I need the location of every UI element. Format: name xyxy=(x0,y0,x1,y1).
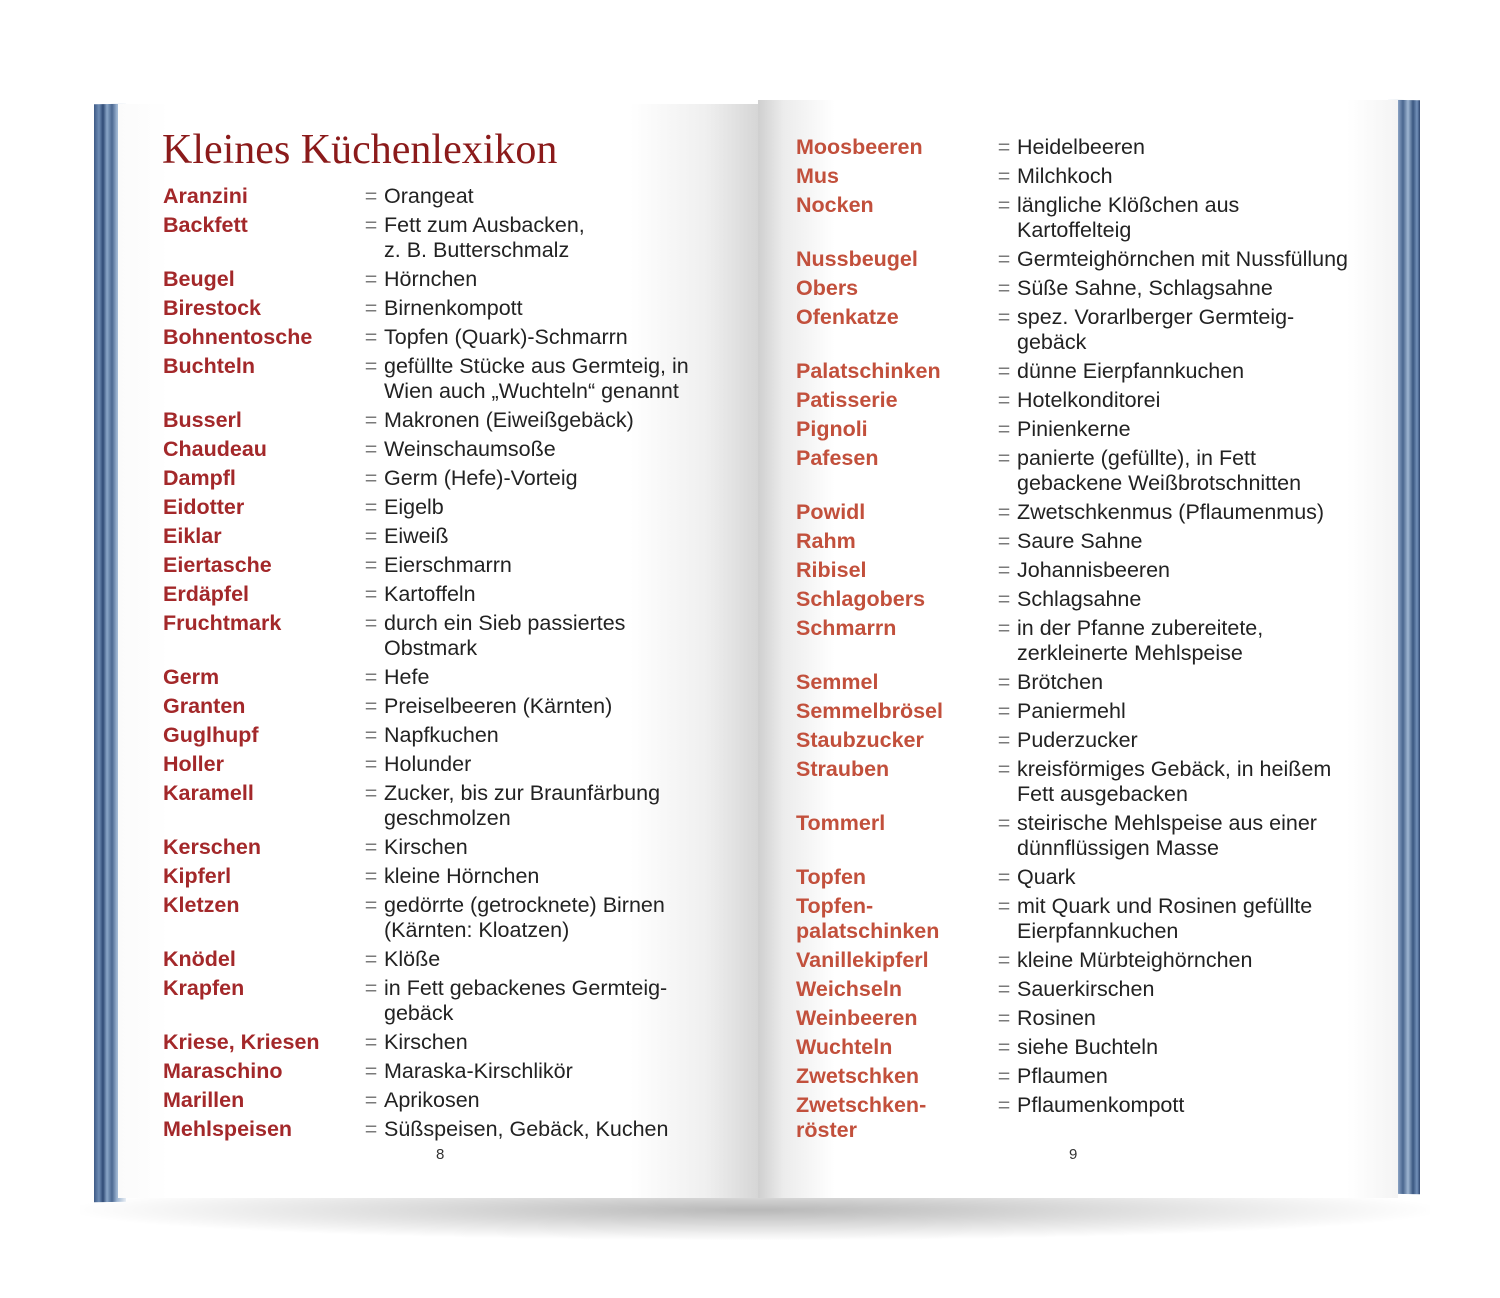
glossary-term: Dampfl xyxy=(163,466,236,490)
glossary-entry xyxy=(796,811,1376,861)
glossary-term: Powidl xyxy=(796,500,866,524)
glossary-entry xyxy=(796,305,1376,355)
glossary-entry xyxy=(796,135,1376,160)
glossary-entry xyxy=(796,587,1376,612)
glossary-entry xyxy=(163,553,723,578)
equals-sign: = xyxy=(364,1088,378,1112)
page-title: Kleines Küchenlexikon xyxy=(162,127,558,173)
glossary-term: Nussbeugel xyxy=(796,247,918,271)
equals-sign: = xyxy=(997,135,1011,159)
glossary-term: Karamell xyxy=(163,781,254,805)
glossary-entry xyxy=(163,752,723,777)
glossary-definition: Orangeat xyxy=(384,184,474,208)
equals-sign: = xyxy=(997,1006,1011,1030)
glossary-definition: Makronen (Eiweißgebäck) xyxy=(384,408,634,432)
glossary-entry xyxy=(796,757,1376,807)
glossary-entry xyxy=(163,296,723,321)
glossary-definition: Hotelkonditorei xyxy=(1017,388,1161,412)
glossary-definition: Paniermehl xyxy=(1017,699,1126,723)
equals-sign: = xyxy=(997,1064,1011,1088)
glossary-entry xyxy=(163,495,723,520)
glossary-term: Semmelbrösel xyxy=(796,699,943,723)
glossary-definition: Kirschen xyxy=(384,835,468,859)
equals-sign: = xyxy=(997,616,1011,640)
glossary-term: Strauben xyxy=(796,757,890,781)
equals-sign: = xyxy=(364,1117,378,1141)
glossary-definition: dünne Eierpfannkuchen xyxy=(1017,359,1245,383)
glossary-term: Mus xyxy=(796,164,839,188)
page-number-left: 8 xyxy=(436,1146,445,1163)
glossary-definition: Aprikosen xyxy=(384,1088,480,1112)
glossary-entry xyxy=(796,865,1376,890)
glossary-definition: panierte (gefüllte), in Fett gebackene Weißbrotschnitten xyxy=(1017,446,1302,495)
glossary-definition: siehe Buchteln xyxy=(1017,1035,1159,1059)
glossary-definition: spez. Vorarlberger Germteig- gebäck xyxy=(1017,305,1295,354)
glossary-entry xyxy=(796,276,1376,301)
equals-sign: = xyxy=(997,1035,1011,1059)
glossary-term: Eiertasche xyxy=(163,553,272,577)
equals-sign: = xyxy=(997,247,1011,271)
glossary-definition: steirische Mehlspeise aus einer dünnflüssigen Masse xyxy=(1017,811,1317,860)
glossary-definition: kleine Mürbteighörnchen xyxy=(1017,948,1253,972)
glossary-term: Palatschinken xyxy=(796,359,941,383)
glossary-entry xyxy=(796,388,1376,413)
glossary-entry xyxy=(796,417,1376,442)
equals-sign: = xyxy=(364,296,378,320)
equals-sign: = xyxy=(364,893,378,917)
equals-sign: = xyxy=(364,267,378,291)
glossary-entry xyxy=(163,611,723,661)
glossary-entry xyxy=(796,1035,1376,1060)
glossary-definition: Süße Sahne, Schlagsahne xyxy=(1017,276,1273,300)
equals-sign: = xyxy=(997,529,1011,553)
equals-sign: = xyxy=(364,611,378,635)
glossary-entry xyxy=(163,665,723,690)
glossary-entry xyxy=(796,446,1376,496)
equals-sign: = xyxy=(364,213,378,237)
glossary-definition: gedörrte (getrocknete) Birnen (Kärnten: Kloatzen) xyxy=(384,893,665,942)
equals-sign: = xyxy=(364,1030,378,1054)
glossary-term: Buchteln xyxy=(163,354,255,378)
glossary-term: Birestock xyxy=(163,296,261,320)
glossary-entry xyxy=(163,1059,723,1084)
equals-sign: = xyxy=(997,811,1011,835)
glossary-term: Wuchteln xyxy=(796,1035,893,1059)
glossary-definition: in Fett gebackenes Germteig- gebäck xyxy=(384,976,668,1025)
glossary-term: Eiklar xyxy=(163,524,222,548)
glossary-definition: Pflaumen xyxy=(1017,1064,1108,1088)
glossary-definition: Saure Sahne xyxy=(1017,529,1143,553)
glossary-term: Patisserie xyxy=(796,388,898,412)
glossary-term: Vanillekipferl xyxy=(796,948,929,972)
glossary-term: Zwetschken xyxy=(796,1064,920,1088)
equals-sign: = xyxy=(997,558,1011,582)
glossary-entry xyxy=(796,670,1376,695)
glossary-term: Kipferl xyxy=(163,864,232,888)
glossary-definition: Maraska-Kirschlikör xyxy=(384,1059,573,1083)
glossary-entry xyxy=(163,267,723,292)
equals-sign: = xyxy=(364,781,378,805)
glossary-term: Granten xyxy=(163,694,246,718)
glossary-term: Kerschen xyxy=(163,835,261,859)
equals-sign: = xyxy=(997,1093,1011,1117)
equals-sign: = xyxy=(364,976,378,1000)
glossary-entry xyxy=(796,1006,1376,1031)
glossary-term: Mehlspeisen xyxy=(163,1117,293,1141)
glossary-entry xyxy=(163,694,723,719)
glossary-definition: Pinienkerne xyxy=(1017,417,1131,441)
glossary-entry xyxy=(163,524,723,549)
equals-sign: = xyxy=(364,184,378,208)
equals-sign: = xyxy=(364,835,378,859)
glossary-definition: kleine Hörnchen xyxy=(384,864,540,888)
glossary-definition: Klöße xyxy=(384,947,441,971)
glossary-entry xyxy=(163,947,723,972)
glossary-entry xyxy=(796,699,1376,724)
equals-sign: = xyxy=(364,437,378,461)
glossary-term: Knödel xyxy=(163,947,236,971)
glossary-entry xyxy=(163,582,723,607)
equals-sign: = xyxy=(997,894,1011,918)
glossary-term: Moosbeeren xyxy=(796,135,923,159)
glossary-entry xyxy=(796,500,1376,525)
glossary-term: Holler xyxy=(163,752,224,776)
glossary-entry xyxy=(163,1030,723,1055)
glossary-entry xyxy=(163,213,723,263)
equals-sign: = xyxy=(997,977,1011,1001)
glossary-entry xyxy=(796,558,1376,583)
glossary-term: Krapfen xyxy=(163,976,245,1000)
glossary-term: Weichseln xyxy=(796,977,902,1001)
glossary-definition: Sauerkirschen xyxy=(1017,977,1155,1001)
equals-sign: = xyxy=(364,752,378,776)
glossary-term: Pafesen xyxy=(796,446,879,470)
glossary-definition: Germ (Hefe)-Vorteig xyxy=(384,466,578,490)
glossary-term: Ofenkatze xyxy=(796,305,899,329)
glossary-list-left xyxy=(163,184,723,1146)
glossary-definition: Eierschmarrn xyxy=(384,553,512,577)
glossary-definition: Quark xyxy=(1017,865,1076,889)
page-number-right: 9 xyxy=(1069,1146,1078,1163)
equals-sign: = xyxy=(997,757,1011,781)
glossary-term: Fruchtmark xyxy=(163,611,282,635)
glossary-term: Eidotter xyxy=(163,495,245,519)
glossary-definition: Fett zum Ausbacken, z. B. Butterschmalz xyxy=(384,213,585,262)
equals-sign: = xyxy=(364,864,378,888)
glossary-definition: Zucker, bis zur Braunfärbung geschmolzen xyxy=(384,781,661,830)
glossary-definition: Rosinen xyxy=(1017,1006,1096,1030)
glossary-definition: Holunder xyxy=(384,752,472,776)
glossary-term: Bohnentosche xyxy=(163,325,313,349)
glossary-term: Obers xyxy=(796,276,859,300)
equals-sign: = xyxy=(997,388,1011,412)
glossary-entry xyxy=(796,247,1376,272)
glossary-definition: Johannisbeeren xyxy=(1017,558,1171,582)
glossary-entry xyxy=(796,359,1376,384)
glossary-definition: in der Pfanne zubereitete, zerkleinerte Mehlspeise xyxy=(1017,616,1264,665)
glossary-definition: Milchkoch xyxy=(1017,164,1113,188)
glossary-definition: Puderzucker xyxy=(1017,728,1138,752)
glossary-entry xyxy=(796,894,1376,944)
equals-sign: = xyxy=(997,865,1011,889)
glossary-term: Kletzen xyxy=(163,893,240,917)
glossary-definition: durch ein Sieb passiertes Obstmark xyxy=(384,611,626,660)
glossary-definition: längliche Klößchen aus Kartoffelteig xyxy=(1017,193,1240,242)
glossary-entry xyxy=(163,354,723,404)
glossary-term: Kriese, Kriesen xyxy=(163,1030,320,1054)
glossary-term: Aranzini xyxy=(163,184,248,208)
glossary-definition: Süßspeisen, Gebäck, Kuchen xyxy=(384,1117,669,1141)
glossary-term: Backfett xyxy=(163,213,248,237)
glossary-definition: Preiselbeeren (Kärnten) xyxy=(384,694,613,718)
glossary-entry xyxy=(796,164,1376,189)
glossary-definition: kreisförmiges Gebäck, in heißem Fett ausgebacken xyxy=(1017,757,1332,806)
glossary-entry xyxy=(163,1117,723,1142)
equals-sign: = xyxy=(997,670,1011,694)
glossary-term: Beugel xyxy=(163,267,235,291)
glossary-term: Topfen xyxy=(796,865,867,889)
glossary-term: Zwetschken- röster xyxy=(796,1093,927,1142)
glossary-entry xyxy=(796,529,1376,554)
equals-sign: = xyxy=(997,446,1011,470)
equals-sign: = xyxy=(997,587,1011,611)
glossary-entry xyxy=(163,184,723,209)
glossary-term: Rahm xyxy=(796,529,856,553)
equals-sign: = xyxy=(997,305,1011,329)
glossary-entry xyxy=(796,193,1376,243)
glossary-definition: Napfkuchen xyxy=(384,723,499,747)
equals-sign: = xyxy=(997,728,1011,752)
equals-sign: = xyxy=(997,699,1011,723)
equals-sign: = xyxy=(997,193,1011,217)
glossary-definition: Hefe xyxy=(384,665,430,689)
glossary-term: Ribisel xyxy=(796,558,867,582)
glossary-definition: Germteighörnchen mit Nussfüllung xyxy=(1017,247,1349,271)
glossary-term: Chaudeau xyxy=(163,437,267,461)
equals-sign: = xyxy=(364,694,378,718)
equals-sign: = xyxy=(364,665,378,689)
glossary-term: Busserl xyxy=(163,408,242,432)
glossary-term: Topfen- palatschinken xyxy=(796,894,940,943)
glossary-term: Staubzucker xyxy=(796,728,924,752)
equals-sign: = xyxy=(364,408,378,432)
glossary-definition: Brötchen xyxy=(1017,670,1104,694)
glossary-entry xyxy=(163,325,723,350)
equals-sign: = xyxy=(364,723,378,747)
glossary-entry xyxy=(163,466,723,491)
glossary-definition: Weinschaumsoße xyxy=(384,437,556,461)
glossary-term: Nocken xyxy=(796,193,874,217)
glossary-definition: mit Quark und Rosinen gefüllte Eierpfannkuchen xyxy=(1017,894,1313,943)
equals-sign: = xyxy=(364,947,378,971)
equals-sign: = xyxy=(997,359,1011,383)
glossary-term: Schmarrn xyxy=(796,616,897,640)
glossary-entry xyxy=(163,781,723,831)
glossary-term: Tommerl xyxy=(796,811,886,835)
glossary-term: Germ xyxy=(163,665,220,689)
equals-sign: = xyxy=(364,582,378,606)
glossary-term: Semmel xyxy=(796,670,879,694)
glossary-entry xyxy=(163,864,723,889)
glossary-term: Pignoli xyxy=(796,417,868,441)
glossary-entry xyxy=(163,408,723,433)
glossary-definition: Pflaumenkompott xyxy=(1017,1093,1185,1117)
glossary-entry xyxy=(163,1088,723,1113)
glossary-definition: Kirschen xyxy=(384,1030,468,1054)
equals-sign: = xyxy=(997,948,1011,972)
glossary-definition: Kartoffeln xyxy=(384,582,476,606)
glossary-definition: Topfen (Quark)-Schmarrn xyxy=(384,325,628,349)
glossary-entry xyxy=(163,437,723,462)
glossary-term: Maraschino xyxy=(163,1059,283,1083)
glossary-definition: Eiweiß xyxy=(384,524,449,548)
equals-sign: = xyxy=(997,164,1011,188)
equals-sign: = xyxy=(364,524,378,548)
equals-sign: = xyxy=(364,354,378,378)
glossary-entry xyxy=(163,893,723,943)
glossary-definition: Heidelbeeren xyxy=(1017,135,1145,159)
equals-sign: = xyxy=(364,1059,378,1083)
glossary-term: Schlagobers xyxy=(796,587,926,611)
equals-sign: = xyxy=(364,553,378,577)
glossary-entry xyxy=(163,976,723,1026)
glossary-entry xyxy=(163,723,723,748)
glossary-entry xyxy=(796,977,1376,1002)
glossary-list-right xyxy=(796,135,1376,1147)
glossary-term: Erdäpfel xyxy=(163,582,250,606)
glossary-definition: gefüllte Stücke aus Germteig, in Wien auch „Wuchteln“ genannt xyxy=(384,354,689,403)
glossary-entry xyxy=(796,1064,1376,1089)
equals-sign: = xyxy=(997,417,1011,441)
equals-sign: = xyxy=(364,495,378,519)
glossary-term: Marillen xyxy=(163,1088,245,1112)
glossary-definition: Hörnchen xyxy=(384,267,478,291)
glossary-entry xyxy=(796,948,1376,973)
glossary-term: Guglhupf xyxy=(163,723,259,747)
equals-sign: = xyxy=(364,466,378,490)
glossary-entry xyxy=(796,1093,1376,1143)
glossary-entry xyxy=(796,728,1376,753)
glossary-definition: Birnenkompott xyxy=(384,296,523,320)
glossary-definition: Zwetschkenmus (Pflaumenmus) xyxy=(1017,500,1325,524)
glossary-entry xyxy=(796,616,1376,666)
glossary-entry xyxy=(163,835,723,860)
glossary-term: Weinbeeren xyxy=(796,1006,918,1030)
equals-sign: = xyxy=(364,325,378,349)
glossary-definition: Eigelb xyxy=(384,495,444,519)
equals-sign: = xyxy=(997,276,1011,300)
glossary-definition: Schlagsahne xyxy=(1017,587,1142,611)
equals-sign: = xyxy=(997,500,1011,524)
